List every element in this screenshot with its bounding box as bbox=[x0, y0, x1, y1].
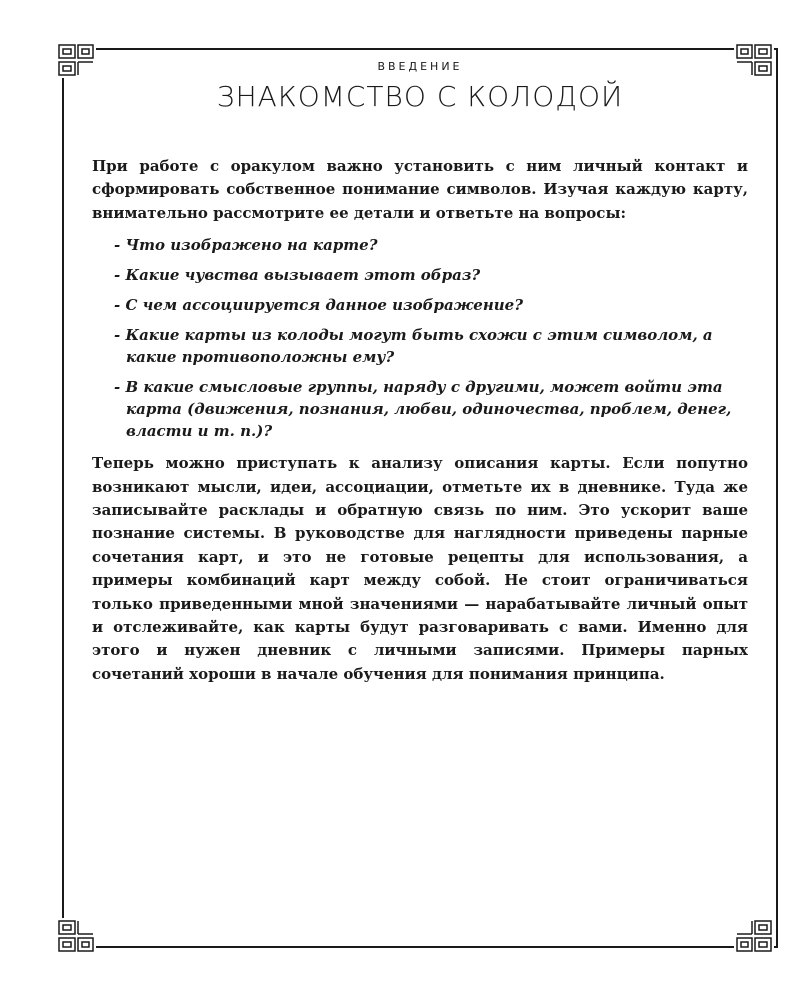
page-body bbox=[92, 155, 748, 686]
main-paragraph: Теперь можно приступать к анализу описания карты. Если попутно возникают мысли, идеи, ассоциации, отметьте их в дневнике. Туда же записывайте расклады и обратную связь по ним. Это ускорит ваше познание системы. В руководстве для наглядности приведены парные сочетания карт, и это не готовые рецепты для использования, а примеры комбинаций карт между собой. Не стоит ограничиваться только приведенными мной значениями — нарабатывайте личный опыт и отслеживайте, как карты будут разговаривать с вами. Именно для этого и нужен дневник с личными записями. Примеры парных сочетаний хороши в начале обучения для понимания принципа. bbox=[92, 454, 748, 683]
intro-paragraph: При работе с оракулом важно установить с ним личный контакт и сформировать собственное понимание символов. Изучая каждую карту, внимательно рассмотрите ее детали и ответьте на вопросы: bbox=[92, 157, 748, 222]
question-item: - Какие карты из колоды могут быть схожи с этим символом, а какие противоположны ему? bbox=[114, 326, 713, 367]
question-item: - С чем ассоциируется данное изображение? bbox=[114, 296, 523, 315]
question-item: - В какие смысловые группы, наряду с другими, может войти эта карта (движения, познания, любви, одиночества, проблем, денег, власти и т. п.)? bbox=[114, 378, 732, 441]
section-label: ВВЕДЕНИЕ bbox=[377, 60, 463, 73]
question-item: - Какие чувства вызывает этот образ? bbox=[114, 266, 481, 285]
chapter-title: ЗНАКОМСТВО С КОЛОДОЙ bbox=[216, 80, 624, 113]
corner-ornament-icon bbox=[56, 918, 96, 954]
question-list bbox=[92, 234, 748, 442]
question-item: - Что изображено на карте? bbox=[114, 236, 378, 255]
corner-ornament-icon bbox=[734, 918, 774, 954]
